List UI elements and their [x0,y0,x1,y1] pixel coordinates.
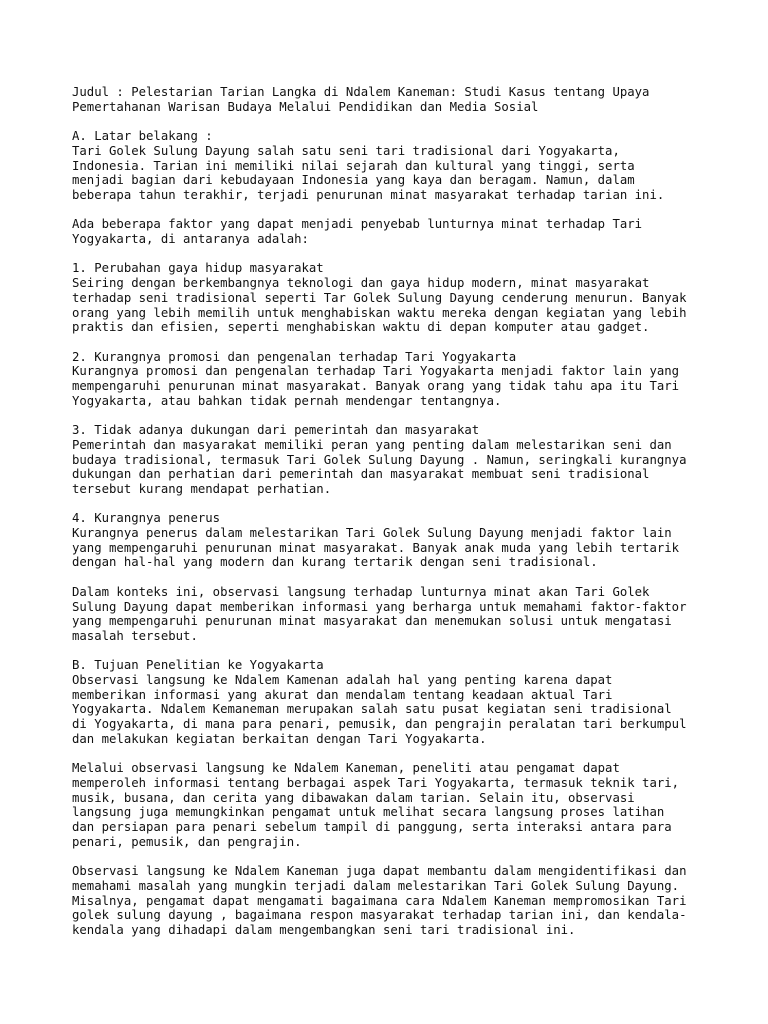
paragraph [72,261,712,335]
text-line: 2. Kurangnya promosi dan pengenalan terhadap Tari Yogyakarta [72,349,517,364]
text-line: Observasi langsung ke Ndalem Kamenan adalah hal yang penting karena dapat [72,673,613,687]
text-line: memperoleh informasi tentang berbagai aspek Tari Yogyakarta, termasuk teknik tari, [72,775,680,790]
text-line: Kurangnya penerus dalam melestarikan Tari Golek Sulung Dayung menjadi faktor lain [72,526,672,540]
text-line: Ada beberapa faktor yang dapat menjadi penyebab lunturnya minat terhadap Tari [72,217,643,232]
paragraph [72,761,712,849]
text-line: orang yang lebih memilih untuk menghabiskan waktu mereka dengan kegiatan yang lebih [72,305,687,320]
text-line: 3. Tidak adanya dukungan dari pemerintah dan masyarakat [72,423,480,438]
text-line: langsung juga memungkinkan pengamat untuk melihat secara langsung proses latihan [72,805,665,820]
text-line: terhadap seni tradisional seperti Tar Golek Sulung Dayung cenderung menurun. Banyak [72,290,687,305]
text-line: Pemertahanan Warisan Budaya Melalui Pendidikan dan Media Sosial [72,99,539,114]
text-line: memberikan informasi yang akurat dan mendalam tentang keadaan aktual Tari [72,687,613,702]
text-line: masalah tersebut. [72,628,198,643]
paragraph [72,864,712,938]
text-line: Sulung Dayung dapat memberikan informasi yang berharga untuk memahami faktor-faktor [72,599,687,614]
text-line: golek sulung dayung , bagaimana respon masyarakat terhadap tarian ini, dan kendala- [72,908,687,923]
text-line: musik, busana, dan cerita yang dibawakan dalam tarian. Selain itu, observasi [72,790,635,805]
document-page [72,85,712,952]
text-line: 1. Perubahan gaya hidup masyarakat [72,261,324,276]
text-line: Judul : Pelestarian Tarian Langka di Ndalem Kaneman: Studi Kasus tentang Upaya [72,85,650,99]
paragraph [72,658,712,746]
paragraph [72,423,712,497]
text-line: penari, pemusik, dan pengrajin. [72,834,302,849]
text-line: Yogyakarta, atau bahkan tidak pernah mendengar tentangnya. [72,393,502,408]
text-line: di Yogyakarta, di mana para penari, pemusik, dan pengrajin peralatan tari berkumpul [72,717,687,732]
document-title [72,85,712,114]
text-line: beberapa tahun terakhir, terjadi penurunan minat masyarakat terhadap tarian ini. [72,187,665,202]
text-line: kendala yang dihadapi dalam mengembangkan seni tari tradisional ini. [72,922,576,937]
text-line: menjadi bagian dari kebudayaan Indonesia yang kaya dan beragam. Namun, dalam [72,173,635,188]
text-line: dengan hal-hal yang modern dan kurang tertarik dengan seni tradisional. [72,555,598,570]
text-line: Yogyakarta. Ndalem Kemaneman merupakan salah satu pusat kegiatan seni tradisional [72,702,672,717]
text-line: Observasi langsung ke Ndalem Kaneman juga dapat membantu dalam mengidentifikasi dan [72,864,687,879]
text-line: Misalnya, pengamat dapat mengamati bagaimana cara Ndalem Kaneman mempromosikan Tari [72,893,687,908]
text-line: Seiring dengan berkembangnya teknologi dan gaya hidup modern, minat masyarakat [72,276,650,291]
text-line: 4. Kurangnya penerus [72,511,221,526]
text-line: mempengaruhi penurunan minat masyarakat. Banyak orang yang tidak tahu apa itu Tari [72,379,680,393]
text-line: dan persiapan para penari sebelum tampil di panggung, serta interaksi antara para [72,820,672,835]
paragraph [72,585,712,644]
text-line: yang mempengaruhi penurunan minat masyarakat. Banyak anak muda yang lebih tertarik [72,540,680,555]
text-line: A. Latar belakang : [72,129,213,144]
text-line: memahami masalah yang mungkin terjadi dalam melestarikan Tari Golek Sulung Dayung. [72,878,680,893]
text-line: budaya tradisional, termasuk Tari Golek Sulung Dayung . Namun, seringkali kurangnya [72,452,687,467]
text-line: Yogyakarta, di antaranya adalah: [72,232,309,246]
text-line: yang mempengaruhi penurunan minat masyarakat dan menemukan solusi untuk mengatasi [72,614,672,629]
text-line: dukungan dan perhatian dari pemerintah dan masyarakat membuat seni tradisional [72,467,650,482]
text-line: Melalui observasi langsung ke Ndalem Kaneman, peneliti atau pengamat dapat [72,761,620,776]
text-line: Dalam konteks ini, observasi langsung terhadap lunturnya minat akan Tari Golek [72,584,650,599]
paragraph [72,350,712,409]
text-line: Pemerintah dan masyarakat memiliki peran yang penting dalam melestarikan seni dan [72,437,672,452]
paragraph [72,511,712,570]
paragraph [72,217,712,246]
text-line: Tari Golek Sulung Dayung salah satu seni tari tradisional dari Yogyakarta, [72,143,620,158]
text-line: Kurangnya promosi dan pengenalan terhadap Tari Yogyakarta menjadi faktor lain yang [72,364,680,379]
text-line: tersebut kurang mendapat perhatian. [72,481,332,496]
text-line: dan melakukan kegiatan berkaitan dengan Tari Yogyakarta. [72,731,487,746]
paragraph [72,129,712,203]
text-line: B. Tujuan Penelitian ke Yogyakarta [72,658,324,673]
text-line: praktis dan efisien, seperti menghabiskan waktu di depan komputer atau gadget. [72,320,650,335]
text-line: Indonesia. Tarian ini memiliki nilai sejarah dan kultural yang tinggi, serta [72,158,635,173]
